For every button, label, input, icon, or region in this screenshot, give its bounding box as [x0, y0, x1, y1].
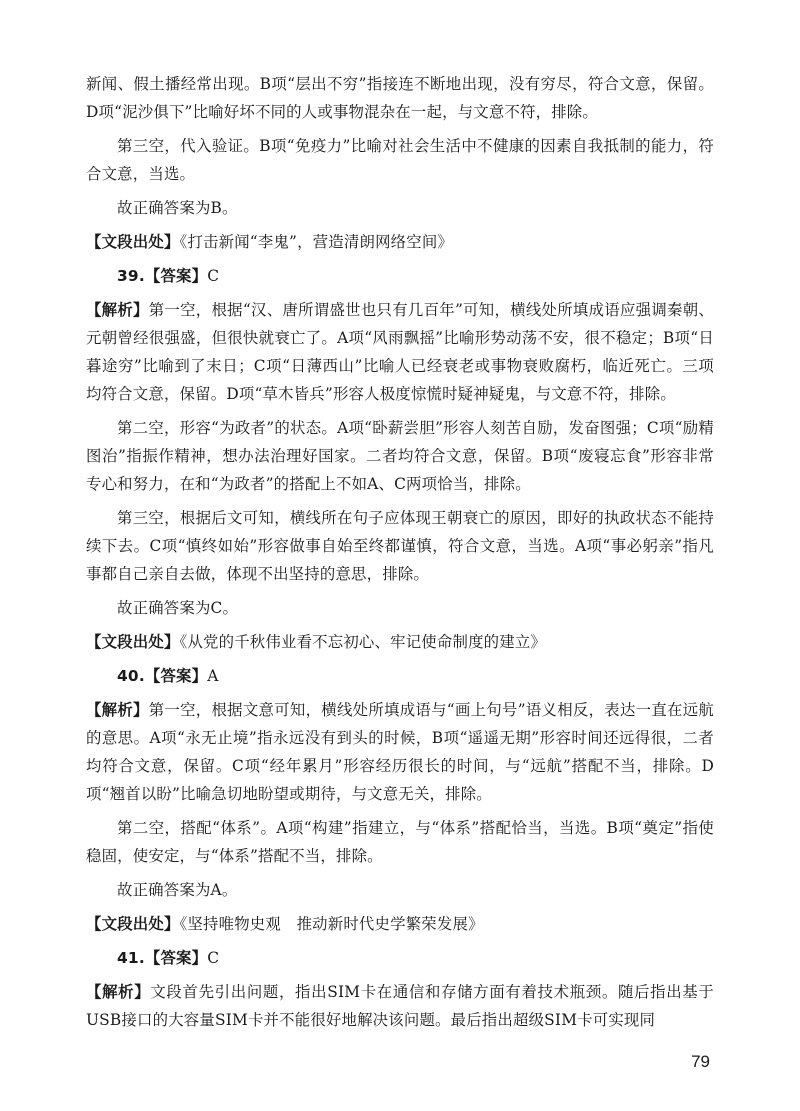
source-label: 【文段出处】	[86, 915, 180, 933]
paragraph-text: C	[207, 267, 220, 285]
paragraph-text: 第三空，代入验证。B项“免疫力”比喻对社会生活中不健康的因素自我抵制的能力，符合文意，当选。	[86, 137, 714, 183]
body-paragraph	[86, 594, 714, 622]
paragraph-text: 《从党的千秋伟业看不忘初心、牢记使命制度的建立》	[179, 633, 547, 651]
answer-label: 39.【答案】	[117, 267, 208, 285]
paragraph-text: 第三空，根据后文可知，横线所在句子应体现王朝衰亡的原因，即好的执政状态不能持续下去。C项“慎终如始”形容做事自始至终都谨慎，符合文意，当选。A项“事必躬亲”指凡事都自己亲自去做，体现不出坚持的意思，排除。	[86, 509, 714, 583]
paragraph-text: 新闻、假土播经常出现。B项“层出不穷”指接连不断地出现，没有穷尽，符合文意，保留。D项“泥沙俱下”比喻好坏不同的人或事物混杂在一起，与文意不符，排除。	[86, 75, 714, 121]
paragraph-text: 第一空，根据“汉、唐所谓盛世也只有几百年”可知，横线处所填成语应强调秦朝、元朝曾经很强盛，但很快就衰亡了。A项“风雨飘摇”比喻形势动荡不安，很不稳定；B项“日暮途穷”比喻到了末日；C项“日薄西山”比喻人已经衰老或事物衰败腐朽，临近死亡。三项均符合文意，保留。D项“草木皆兵”形容人极度惊慌时疑神疑鬼，与文意不符，排除。	[86, 301, 714, 403]
answer-label: 40.【答案】	[117, 667, 208, 685]
paragraph-text: A	[207, 667, 219, 685]
body-paragraph	[86, 414, 714, 498]
answer-label: 41.【答案】	[117, 949, 208, 967]
paragraph-text: 《打击新闻“李鬼”，营造清朗网络空间》	[179, 233, 454, 251]
body-paragraph	[86, 504, 714, 588]
analysis-label: 【解析】	[86, 301, 149, 319]
body-paragraph	[86, 194, 714, 222]
source-paragraph	[86, 228, 714, 256]
paragraph-text: 第一空，根据文意可知，横线处所填成语与“画上句号”语义相反，表达一直在远航的意思。A项“永无止境”指永远没有到头的时候，B项“遥遥无期”形容时间还远得很，二者均符合文意，保留。C项“经年累月”形容经历很长的时间，与“远航”搭配不当，排除。D项“翘首以盼”比喻急切地盼望或期待，与文意无关，排除。	[86, 701, 714, 803]
answer-paragraph	[86, 262, 714, 290]
paragraph-text: 故正确答案为B。	[117, 199, 238, 217]
paragraph-text: 故正确答案为A。	[117, 881, 238, 899]
analysis-paragraph	[86, 978, 714, 1034]
body-paragraph	[86, 876, 714, 904]
page-number: 79	[691, 1052, 710, 1071]
source-label: 【文段出处】	[86, 233, 180, 251]
analysis-paragraph	[86, 696, 714, 808]
paragraph-text: 第二空，搭配“体系”。A项“构建”指建立，与“体系”搭配恰当，当选。B项“奠定”指使稳固，使安定，与“体系”搭配不当，排除。	[86, 819, 714, 865]
answer-paragraph	[86, 662, 714, 690]
analysis-paragraph	[86, 296, 714, 408]
source-label: 【文段出处】	[86, 633, 180, 651]
source-paragraph	[86, 910, 714, 938]
paragraph-text: 第二空，形容“为政者”的状态。A项“卧薪尝胆”形容人刻苦自励，发奋图强；C项“励精图治”指振作精神，想办法治理好国家。二者均符合文意，保留。B项“废寝忘食”形容非常专心和努力，在和“为政者”的搭配上不如A、C两项恰当，排除。	[86, 419, 714, 493]
paragraph-text: C	[207, 949, 220, 967]
answer-paragraph	[86, 944, 714, 972]
analysis-label: 【解析】	[86, 983, 151, 1001]
paragraph-text: 故正确答案为C。	[117, 599, 239, 617]
source-paragraph	[86, 628, 714, 656]
body-paragraph	[86, 814, 714, 870]
paragraph-text: 文段首先引出问题，指出SIM卡在通信和存储方面有着技术瓶颈。随后指出基于USB接口的大容量SIM卡并不能很好地解决该问题。最后指出超级SIM卡可实现同	[86, 983, 714, 1029]
analysis-label: 【解析】	[86, 701, 149, 719]
body-paragraph	[86, 132, 714, 188]
text-body	[86, 70, 714, 1040]
paragraph-text: 《坚持唯物史观 推动新时代史学繁荣发展》	[179, 915, 484, 933]
cont-paragraph	[86, 70, 714, 126]
